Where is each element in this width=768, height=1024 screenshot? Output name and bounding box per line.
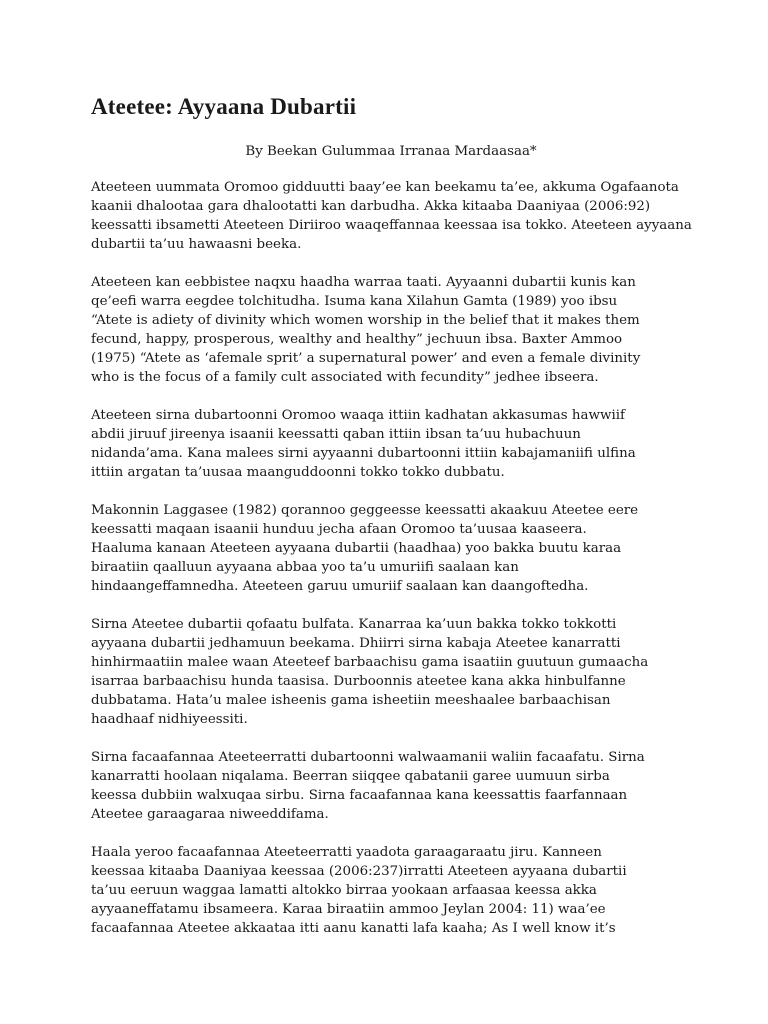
- paragraph-line: Sirna Ateetee dubartii qofaatu bulfata. Kanarraa ka’uun bakka tokko tokkotti: [91, 616, 617, 632]
- paragraph-line: facaafannaa Ateetee akkaataa itti aanu kanatti lafa kaaha; As I well know it’s: [91, 921, 616, 937]
- paragraph-line: abdii jiruuf jireenya isaanii keessatti qaban ittiin ibsan ta’uu hubachuun: [91, 427, 581, 443]
- document-byline: By Beekan Gulummaa Irranaa Mardaasaa*: [245, 144, 537, 159]
- document-page: [91, 92, 691, 957]
- paragraph-line: dubbatama. Hata’u malee isheenis gama isheetiin meeshaalee barbaachisan: [91, 693, 611, 709]
- paragraph-line: Sirna facaafannaa Ateeteerratti dubartoonni walwaamanii waliin facaafatu. Sirna: [91, 749, 645, 765]
- paragraph-line: keessa dubbiin walxuqaa sirbu. Sirna facaafannaa kana keessattis faarfannaan: [91, 788, 628, 804]
- paragraph-line: isarraa barbaachisu hunda taasisa. Durboonnis ateetee kana akka hinbulfanne: [91, 674, 626, 690]
- paragraph-line: ta’uu eeruun waggaa lamatti altokko birraa yookaan arfaasaa keessa akka: [91, 882, 597, 898]
- paragraph-line: ayyaaneffatamu ibsameera. Karaa biraatiin ammoo Jeylan 2004: 11) waa’ee: [91, 902, 606, 917]
- paragraph-line: keessatti maqaan isaanii hunduu jecha afaan Oromoo ta’uusaa kaaseera.: [91, 521, 587, 537]
- paragraph-line: Haaluma kanaan Ateeteen ayyaana dubartii (haadhaa) yoo bakka buutu karaa: [91, 541, 622, 556]
- paragraph-line: dubartii ta’uu hawaasni beeka.: [91, 237, 302, 253]
- paragraph-line: qe’eefi warra eegdee tolchitudha. Isuma kana Xilahun Gamta (1989) yoo ibsu: [91, 293, 618, 309]
- paragraph-line: Ateeteen kan eebbistee naqxu haadha warraa taati. Ayyaanni dubartii kunis kan: [91, 274, 636, 290]
- body-paragraph: [91, 748, 691, 824]
- paragraph-line: hinhirmaatiin malee waan Ateeteef barbaachisu gama isaatiin guutuun gumaacha: [91, 654, 649, 670]
- paragraph-line: Ateeteen sirna dubartoonni Oromoo waaqa ittiin kadhatan akkasumas hawwiif: [91, 407, 625, 423]
- body-paragraph: [91, 615, 691, 730]
- document-title: Ateetee: Ayyaana Dubartii: [91, 94, 357, 119]
- paragraph-line: fecund, happy, prosperous, wealthy and healthy” jechuun ibsa. Baxter Ammoo: [91, 332, 623, 348]
- body-paragraph: [91, 273, 691, 388]
- paragraph-line: kanarratti hoolaan niqalama. Beerran siiqqee qabatanii garee uumuun sirba: [91, 768, 610, 784]
- paragraph-line: Makonnin Laggasee (1982) qorannoo geggeesse keessatti akaakuu Ateetee eere: [91, 502, 639, 518]
- paragraph-line: who is the focus of a family cult associated with fecundity” jedhee ibseera.: [91, 370, 599, 386]
- paragraph-line: kaanii dhalootaa gara dhalootatti kan darbudha. Akka kitaaba Daaniyaa (2006:92): [91, 199, 651, 215]
- paragraph-line: Haala yeroo facaafannaa Ateeteerratti yaadota garaagaraatu jiru. Kanneen: [91, 844, 602, 860]
- paragraph-line: Ateeteen uummata Oromoo gidduutti baay’ee kan beekamu ta’ee, akkuma Ogafaanota: [91, 180, 679, 195]
- body-paragraph: [91, 406, 691, 482]
- paragraph-line: biraatiin qaalluun ayyaana abbaa yoo ta’u umuriifi saalaan kan: [91, 560, 519, 576]
- paragraph-line: hindaangeffamnedha. Ateeteen garuu umuriif saalaan kan daangoftedha.: [91, 579, 589, 595]
- paragraph-line: haadhaaf nidhiyeessiti.: [91, 712, 248, 728]
- paragraph-line: “Atete is adiety of divinity which women worship in the belief that it makes them: [91, 313, 640, 329]
- body-paragraph: [91, 178, 691, 254]
- body-paragraph: [91, 843, 691, 938]
- document-body: [91, 178, 691, 938]
- paragraph-line: ittiin argatan ta’uusaa maanguddoonni tokko tokko dubbatu.: [91, 465, 505, 481]
- paragraph-line: keessatti ibsametti Ateeteen Diriiroo waaqeffannaa keessaa isa tokko. Ateeteen ayyaana: [91, 218, 692, 234]
- body-paragraph: [91, 501, 691, 596]
- paragraph-line: Ateetee garaagaraa niweeddifama.: [91, 807, 329, 823]
- paragraph-line: (1975) “Atete as ‘afemale sprit’ a supernatural power’ and even a female divinity: [91, 351, 641, 367]
- paragraph-line: keessaa kitaaba Daaniyaa keessaa (2006:237)irratti Ateeteen ayyaana dubartii: [91, 863, 627, 879]
- paragraph-line: nidanda’ama. Kana malees sirni ayyaanni dubartoonni ittiin kabajamaniifi ulfina: [91, 446, 636, 462]
- paragraph-line: ayyaana dubartii jedhamuun beekama. Dhiirri sirna kabaja Ateetee kanarratti: [91, 635, 621, 651]
